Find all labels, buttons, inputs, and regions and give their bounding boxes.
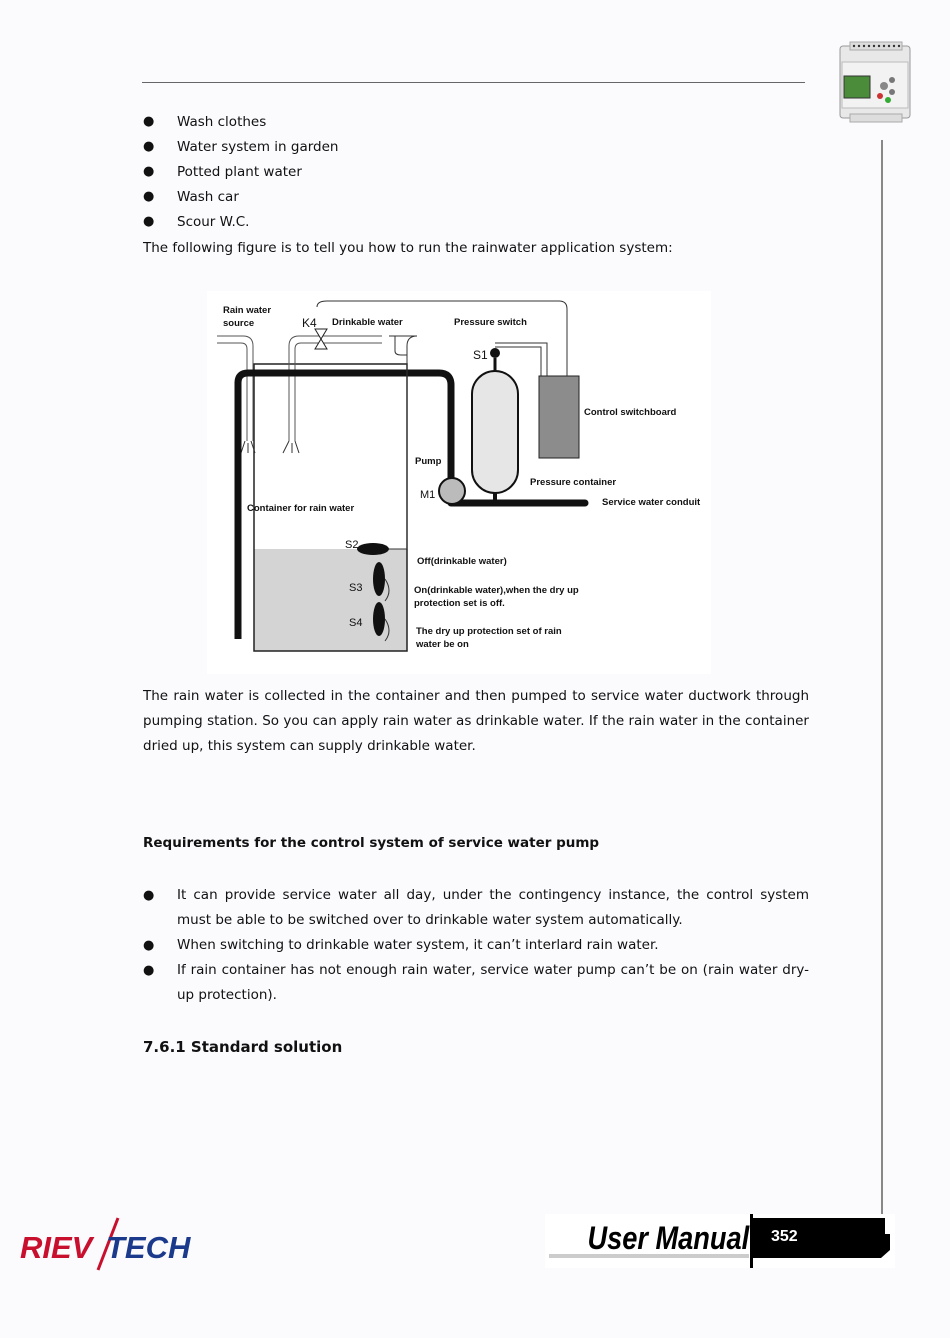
label-s3: S3 <box>349 582 363 594</box>
label-rain-source-2: source <box>223 318 255 329</box>
list-item: ● It can provide service water all day, under the contingency instance, the control system must be able to be switched over to drinkable water system automatically. <box>143 883 809 933</box>
bullet-icon: ● <box>143 164 155 179</box>
label-on-2: protection set is off. <box>414 598 505 609</box>
label-container: Container for rain water <box>247 503 355 514</box>
footer-label: User Manual <box>587 1220 750 1257</box>
bullet-icon: ● <box>143 963 155 978</box>
label-on-1: On(drinkable water),when the dry up <box>414 585 579 596</box>
header-rule <box>142 82 805 83</box>
label-s1: S1 <box>473 348 488 362</box>
float-s4 <box>373 602 385 636</box>
bullet-icon: ● <box>143 214 155 229</box>
bullet-icon: ● <box>143 139 155 154</box>
list-item: ● Wash car <box>143 189 239 205</box>
footer-band <box>545 1214 895 1268</box>
list-item: ● If rain container has not enough rain water, service water pump can’t be on (rain water dry-up protection). <box>143 958 809 1008</box>
control-switchboard <box>539 376 579 458</box>
list-item: ● Wash clothes <box>143 114 267 130</box>
float-s2 <box>357 543 389 555</box>
bullet-icon: ● <box>143 114 155 129</box>
list-item: ● Potted plant water <box>143 164 302 180</box>
page-number: 352 <box>771 1228 798 1245</box>
label-off: Off(drinkable water) <box>417 556 507 567</box>
list-item: ● When switching to drinkable water system, it can’t interlard rain water. <box>143 933 809 958</box>
pressure-container <box>472 371 518 493</box>
intro-paragraph: The following figure is to tell you how to run the rainwater application system: <box>143 240 673 256</box>
bullet-icon: ● <box>143 189 155 204</box>
label-service-conduit: Service water conduit <box>602 497 701 508</box>
label-dry-1: The dry up protection set of rain <box>416 626 562 637</box>
label-dry-2: water be on <box>416 639 469 650</box>
k4-valve-icon <box>315 329 327 349</box>
rainwater-system-diagram <box>207 291 711 674</box>
rievtech-logo <box>18 1214 198 1274</box>
s1-switch <box>490 348 500 358</box>
float-s3 <box>373 562 385 596</box>
label-pump: Pump <box>415 456 442 467</box>
label-s4: S4 <box>349 617 363 629</box>
plc-device-image <box>836 40 914 124</box>
label-s2: S2 <box>345 539 359 551</box>
pump-m1 <box>439 478 465 504</box>
label-pressure-switch: Pressure switch <box>454 317 527 328</box>
label-rain-source-1: Rain water <box>223 305 272 316</box>
label-control-switchboard: Control switchboard <box>584 407 677 418</box>
label-k4: K4 <box>302 316 317 330</box>
requirements-list <box>143 883 809 1008</box>
bullet-icon: ● <box>143 888 155 903</box>
right-margin-rule <box>881 140 883 1218</box>
svg-text:TECH: TECH <box>106 1230 191 1265</box>
water-level <box>254 549 407 651</box>
label-m1: M1 <box>420 489 436 501</box>
list-item: ● Scour W.C. <box>143 214 250 230</box>
bullet-icon: ● <box>143 938 155 953</box>
svg-text:RIEV: RIEV <box>20 1230 93 1265</box>
section-title: 7.6.1 Standard solution <box>143 1038 343 1056</box>
list-item: ● Water system in garden <box>143 139 339 155</box>
requirements-heading: Requirements for the control system of service water pump <box>143 835 600 851</box>
label-drinkable-water: Drinkable water <box>332 317 403 328</box>
explanation-paragraph: The rain water is collected in the container and then pumped to service water ductwork through pumping station. So you can apply rain water as drinkable water. If the rain water in the container dried up, this system can supply drinkable water. <box>143 688 809 754</box>
label-pressure-container: Pressure container <box>530 477 617 488</box>
usage-bullet-list <box>143 112 823 237</box>
